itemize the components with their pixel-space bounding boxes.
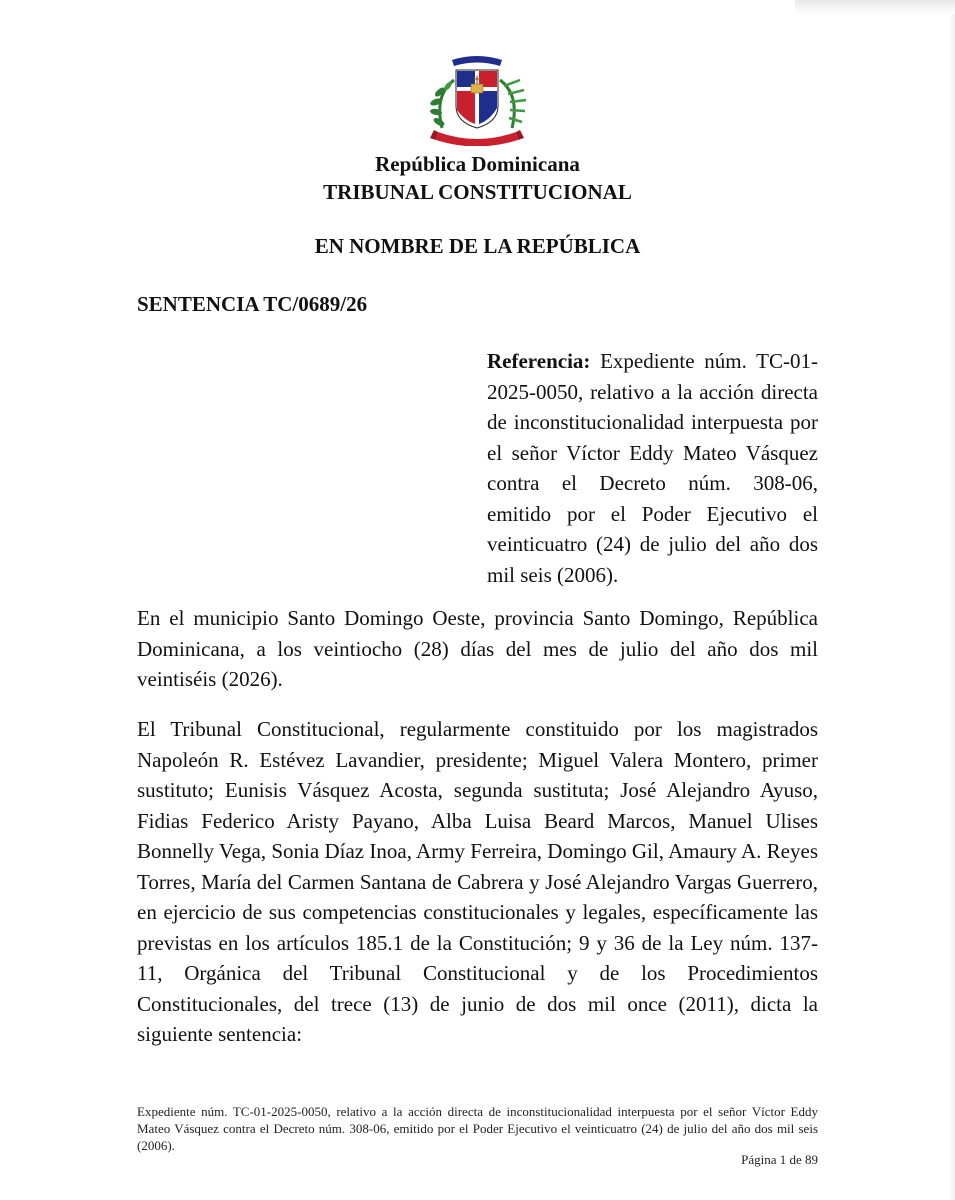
court-title: TRIBUNAL CONSTITUCIONAL <box>323 180 632 204</box>
invocation-heading: EN NOMBRE DE LA REPÚBLICA <box>314 234 641 258</box>
footer-case-reference: Expediente núm. TC-01-2025-0050, relativo a la acción directa de inconstitucionalidad interpuesta por el señor Víctor Eddy Mateo Vásquez contra el Decreto núm. 308-06, emitido por el Poder Ejecutivo el veinticuatro (24) de julio del año dos mil seis (2006). <box>137 1104 818 1153</box>
country-title: República Dominicana <box>375 152 580 176</box>
page-corner-shadow <box>795 0 955 14</box>
coat-of-arms-seal <box>424 50 530 146</box>
reference-block <box>487 346 818 590</box>
reference-label: Referencia: <box>487 349 591 373</box>
page-number: Página 1 de 89 <box>741 1152 818 1167</box>
paragraph-court-composition: El Tribunal Constitucional, regularmente constituido por los magistrados Napoleón R. Estévez Lavandier, presidente; Miguel Valera Montero, primer sustituto; Eunisis Vásquez Acosta, segunda sustituta; José Alejandro Ayuso, Fidias Federico Aristy Payano, Alba Luisa Beard Marcos, Manuel Ulises Bonnelly Vega, Sonia Díaz Inoa, Army Ferreira, Domingo Gil, Amaury A. Reyes Torres, María del Carmen Santana de Cabrera y José Alejandro Vargas Guerrero, en ejercicio de sus competencias constitucionales y legales, específicamente las previstas en los artículos 185.1 de la Constitución; 9 y 36 de la Ley núm. 137-11, Orgánica del Tribunal Constitucional y de los Procedimientos Constitucionales, del trece (13) de junio de dos mil once (2011), dicta la siguiente sentencia: <box>137 717 818 1046</box>
reference-text: Expediente núm. TC-01-2025-0050, relativo a la acción directa de inconstitucionalidad interpuesta por el señor Víctor Eddy Mateo Vásquez contra el Decreto núm. 308-06, emitido por el Poder Ejecutivo el veinticuatro (24) de julio del año dos mil seis (2006). <box>487 349 818 587</box>
paragraph-location-date: En el municipio Santo Domingo Oeste, provincia Santo Domingo, República Dominicana, a los veintiocho (28) días del mes de julio del año dos mil veintiséis (2026). <box>137 606 818 691</box>
sentence-number: SENTENCIA TC/0689/26 <box>137 292 368 316</box>
